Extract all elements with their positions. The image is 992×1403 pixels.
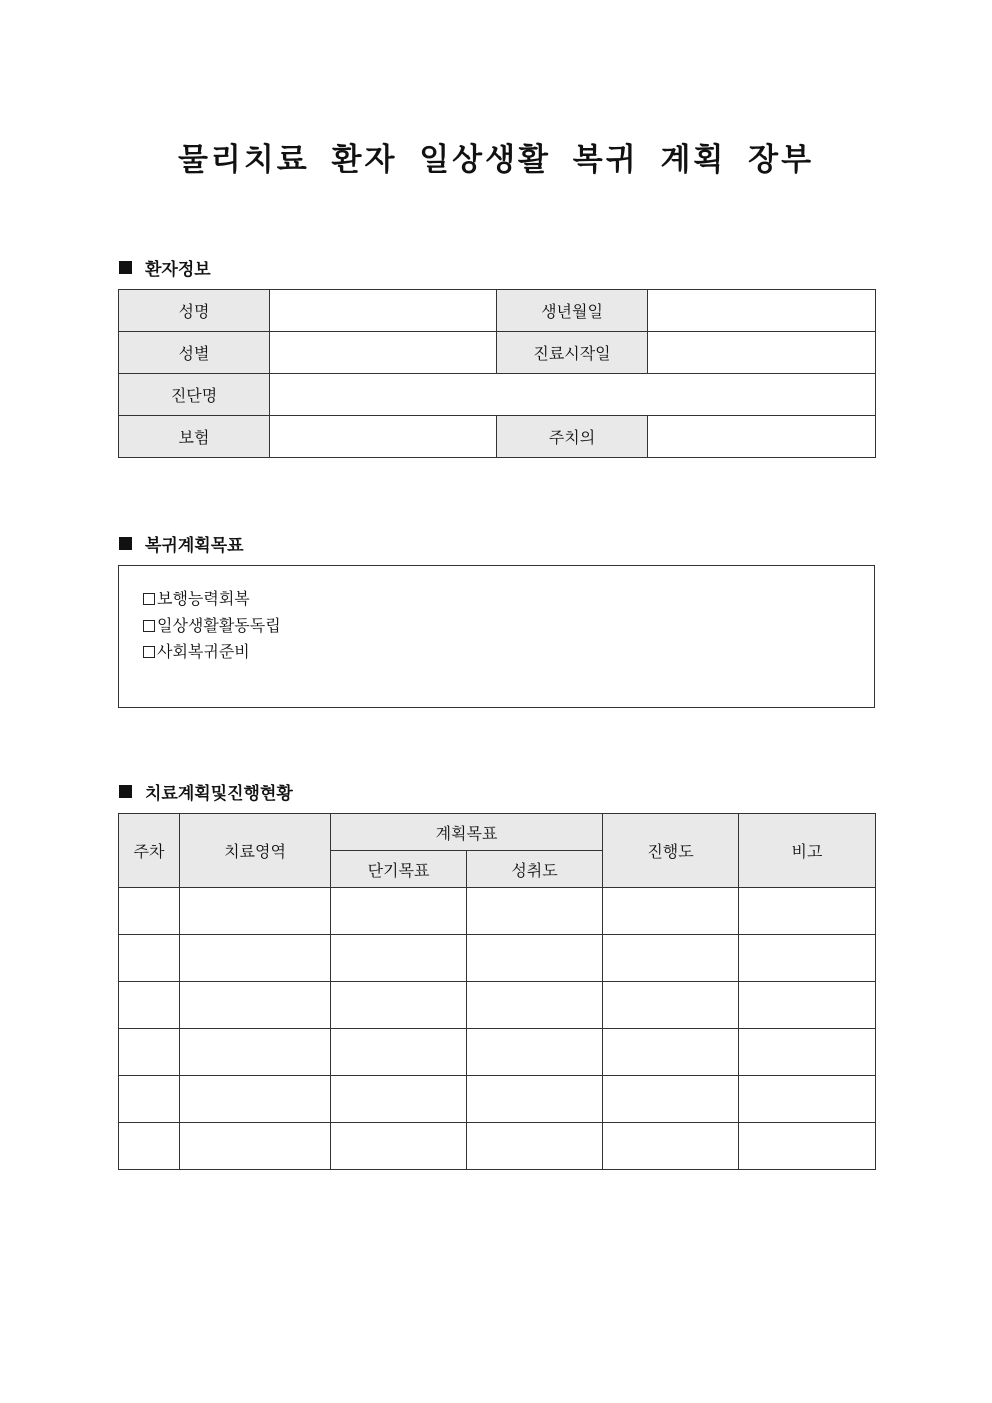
- area-cell[interactable]: [180, 1029, 331, 1076]
- week-cell[interactable]: [119, 935, 180, 982]
- note-cell[interactable]: [739, 935, 876, 982]
- goal-label: 보행능력회복: [157, 589, 250, 608]
- note-cell[interactable]: [739, 1076, 876, 1123]
- short-goal-header: 단기목표: [331, 851, 467, 888]
- short-goal-cell[interactable]: [331, 1029, 467, 1076]
- section-heading-label: 복귀계획목표: [145, 536, 244, 556]
- area-cell[interactable]: [180, 888, 331, 935]
- short-goal-cell[interactable]: [331, 935, 467, 982]
- week-cell[interactable]: [119, 888, 180, 935]
- table-row: [119, 290, 876, 332]
- achievement-cell[interactable]: [467, 982, 603, 1029]
- gender-field[interactable]: [270, 332, 497, 374]
- start-date-label: 진료시작일: [497, 332, 648, 374]
- table-row: [119, 374, 876, 416]
- insurance-field[interactable]: [270, 416, 497, 458]
- note-cell[interactable]: [739, 982, 876, 1029]
- table-row: [119, 1123, 876, 1170]
- short-goal-cell[interactable]: [331, 1123, 467, 1170]
- square-bullet-icon: [119, 261, 132, 274]
- section-heading-plan: [119, 779, 293, 804]
- goals-box: [118, 565, 875, 708]
- achievement-cell[interactable]: [467, 935, 603, 982]
- progress-cell[interactable]: [603, 935, 739, 982]
- goal-item[interactable]: [143, 639, 281, 666]
- goal-label: 일상생활활동독립: [157, 615, 281, 635]
- progress-header: 진행도: [603, 814, 739, 888]
- birth-label: 생년월일: [497, 290, 648, 332]
- start-date-field[interactable]: [648, 332, 876, 374]
- week-header: 주차: [119, 814, 180, 888]
- progress-cell[interactable]: [603, 1123, 739, 1170]
- goal-item[interactable]: [143, 586, 281, 613]
- checkbox-icon[interactable]: [143, 593, 155, 605]
- progress-cell[interactable]: [603, 888, 739, 935]
- goal-label: 사회복귀준비: [157, 642, 250, 661]
- week-cell[interactable]: [119, 982, 180, 1029]
- table-row: [119, 332, 876, 374]
- patient-info-table: [118, 289, 876, 458]
- week-cell[interactable]: [119, 1123, 180, 1170]
- achievement-cell[interactable]: [467, 888, 603, 935]
- goal-list: [143, 586, 281, 666]
- insurance-label: 보험: [119, 416, 270, 458]
- progress-cell[interactable]: [603, 1029, 739, 1076]
- area-cell[interactable]: [180, 1076, 331, 1123]
- section-heading-label: 치료계획및진행현황: [145, 784, 293, 804]
- square-bullet-icon: [119, 537, 132, 550]
- achievement-cell[interactable]: [467, 1076, 603, 1123]
- short-goal-cell[interactable]: [331, 1076, 467, 1123]
- achievement-cell[interactable]: [467, 1029, 603, 1076]
- table-row: [119, 1029, 876, 1076]
- table-row: [119, 888, 876, 935]
- area-cell[interactable]: [180, 1123, 331, 1170]
- section-heading-patient-info: [119, 255, 211, 280]
- table-row: [119, 416, 876, 458]
- plan-table: [118, 813, 876, 1170]
- physician-field[interactable]: [648, 416, 876, 458]
- physician-label: 주치의: [497, 416, 648, 458]
- area-cell[interactable]: [180, 935, 331, 982]
- progress-cell[interactable]: [603, 1076, 739, 1123]
- table-header-row: [119, 814, 876, 851]
- checkbox-icon[interactable]: [143, 620, 155, 632]
- short-goal-cell[interactable]: [331, 888, 467, 935]
- square-bullet-icon: [119, 785, 132, 798]
- diagnosis-label: 진단명: [119, 374, 270, 416]
- table-row: [119, 935, 876, 982]
- plan-goal-header: 계획목표: [331, 814, 603, 851]
- checkbox-icon[interactable]: [143, 646, 155, 658]
- name-label: 성명: [119, 290, 270, 332]
- gender-label: 성별: [119, 332, 270, 374]
- goal-item[interactable]: [143, 613, 281, 640]
- birth-field[interactable]: [648, 290, 876, 332]
- week-cell[interactable]: [119, 1076, 180, 1123]
- achievement-cell[interactable]: [467, 1123, 603, 1170]
- note-cell[interactable]: [739, 1029, 876, 1076]
- area-cell[interactable]: [180, 982, 331, 1029]
- short-goal-cell[interactable]: [331, 982, 467, 1029]
- section-heading-goals: [119, 531, 244, 556]
- section-heading-label: 환자정보: [145, 260, 211, 280]
- name-field[interactable]: [270, 290, 497, 332]
- progress-cell[interactable]: [603, 982, 739, 1029]
- area-header: 치료영역: [180, 814, 331, 888]
- note-header: 비고: [739, 814, 876, 888]
- page-title: 물리치료 환자 일상생활 복귀 계획 장부: [177, 142, 815, 178]
- diagnosis-field[interactable]: [270, 374, 876, 416]
- note-cell[interactable]: [739, 1123, 876, 1170]
- table-row: [119, 1076, 876, 1123]
- table-row: [119, 982, 876, 1029]
- week-cell[interactable]: [119, 1029, 180, 1076]
- achievement-header: 성취도: [467, 851, 603, 888]
- note-cell[interactable]: [739, 888, 876, 935]
